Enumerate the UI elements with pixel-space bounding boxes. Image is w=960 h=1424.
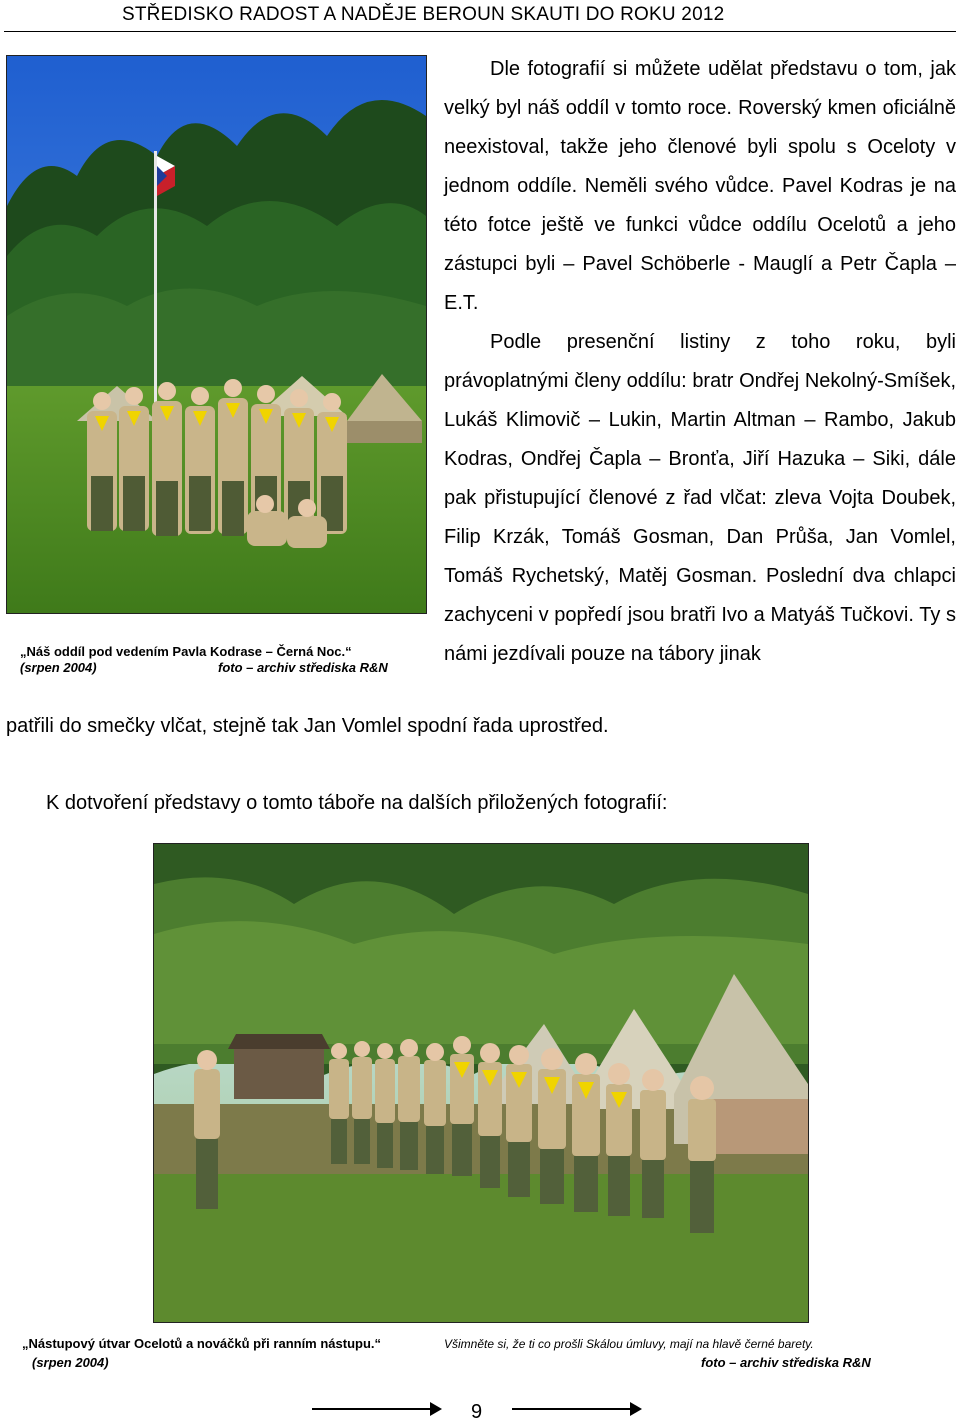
body-paragraph-1 xyxy=(444,50,956,323)
photo1-caption-date: (srpen 2004) xyxy=(20,660,97,675)
header-title: STŘEDISKO RADOST A NADĚJE BEROUN SKAUTI DO ROKU 2012 xyxy=(122,4,725,25)
footer-arrow-left-icon xyxy=(312,1408,440,1410)
photo2-caption-title: „Nástupový útvar Ocelotů a nováčků při ranním nástupu.“ xyxy=(22,1336,382,1351)
body-paragraph-2-end: patřili do smečky vlčat, stejně tak Jan Vomlel spodní řada uprostřed. xyxy=(6,715,609,737)
photo2-caption-date: (srpen 2004) xyxy=(32,1355,109,1370)
body-paragraph-2 xyxy=(444,323,956,674)
body-paragraph-2-text: Podle presenční listiny z toho roku, byli právoplatnými členy oddílu: bratr Ondřej Nekolný-Smíšek, Lukáš Klimovič – Lukin, Martin Altman – Rambo, Jakub Kodras, Ondřej Čapla – Bronťa, Jiří Hazuka – Siki, dále pak přistupující členové z řad vlčat: zleva Vojta Doubek, Filip Krzák, Tomáš Gosman, Dan Průša, Jan Vomlel, Tomáš Rychetský, Matěj Gosman. Poslední dva chlapci zachyceni v popředí jsou bratři Ivo a Matyáš Tučkovi. Ty s námi jezdívali pouze na tábory jinak xyxy=(444,331,956,665)
morning-lineup-photo-image xyxy=(154,844,808,1322)
page-header xyxy=(0,0,960,36)
footer-arrow-right-icon xyxy=(512,1408,640,1410)
troop-group-photo-image xyxy=(7,56,426,613)
header-rule xyxy=(4,31,956,32)
photo1-caption-title: „Náš oddíl pod vedením Pavla Kodrase – Černá Noc.“ xyxy=(20,644,352,659)
morning-lineup-photo xyxy=(153,843,809,1323)
photo2-lead-text: K dotvoření představy o tomto táboře na dalších přiložených fotografií: xyxy=(46,792,668,814)
photo2-caption-note: Všimněte si, že ti co prošli Skálou úmluvy, mají na hlavě černé barety. xyxy=(444,1337,814,1351)
page-number: 9 xyxy=(471,1401,483,1423)
body-paragraph-1-text: Dle fotografií si můžete udělat představu o tom, jak velký byl náš oddíl v tomto roce. Roverský kmen oficiálně neexistoval, takže jeho členové byli spolu s Oceloty v jednom oddíle. Neměli svého vůdce. Pavel Kodras je na této fotce ještě ve funkci vůdce oddílu Ocelotů a jeho zástupci byli – Pavel Schöberle - Mauglí a Petr Čapla – E.T. xyxy=(444,58,956,314)
photo2-caption-credit: foto – archiv střediska R&N xyxy=(701,1355,871,1370)
troop-group-photo xyxy=(6,55,427,614)
photo1-caption-credit: foto – archiv střediska R&N xyxy=(218,660,388,675)
